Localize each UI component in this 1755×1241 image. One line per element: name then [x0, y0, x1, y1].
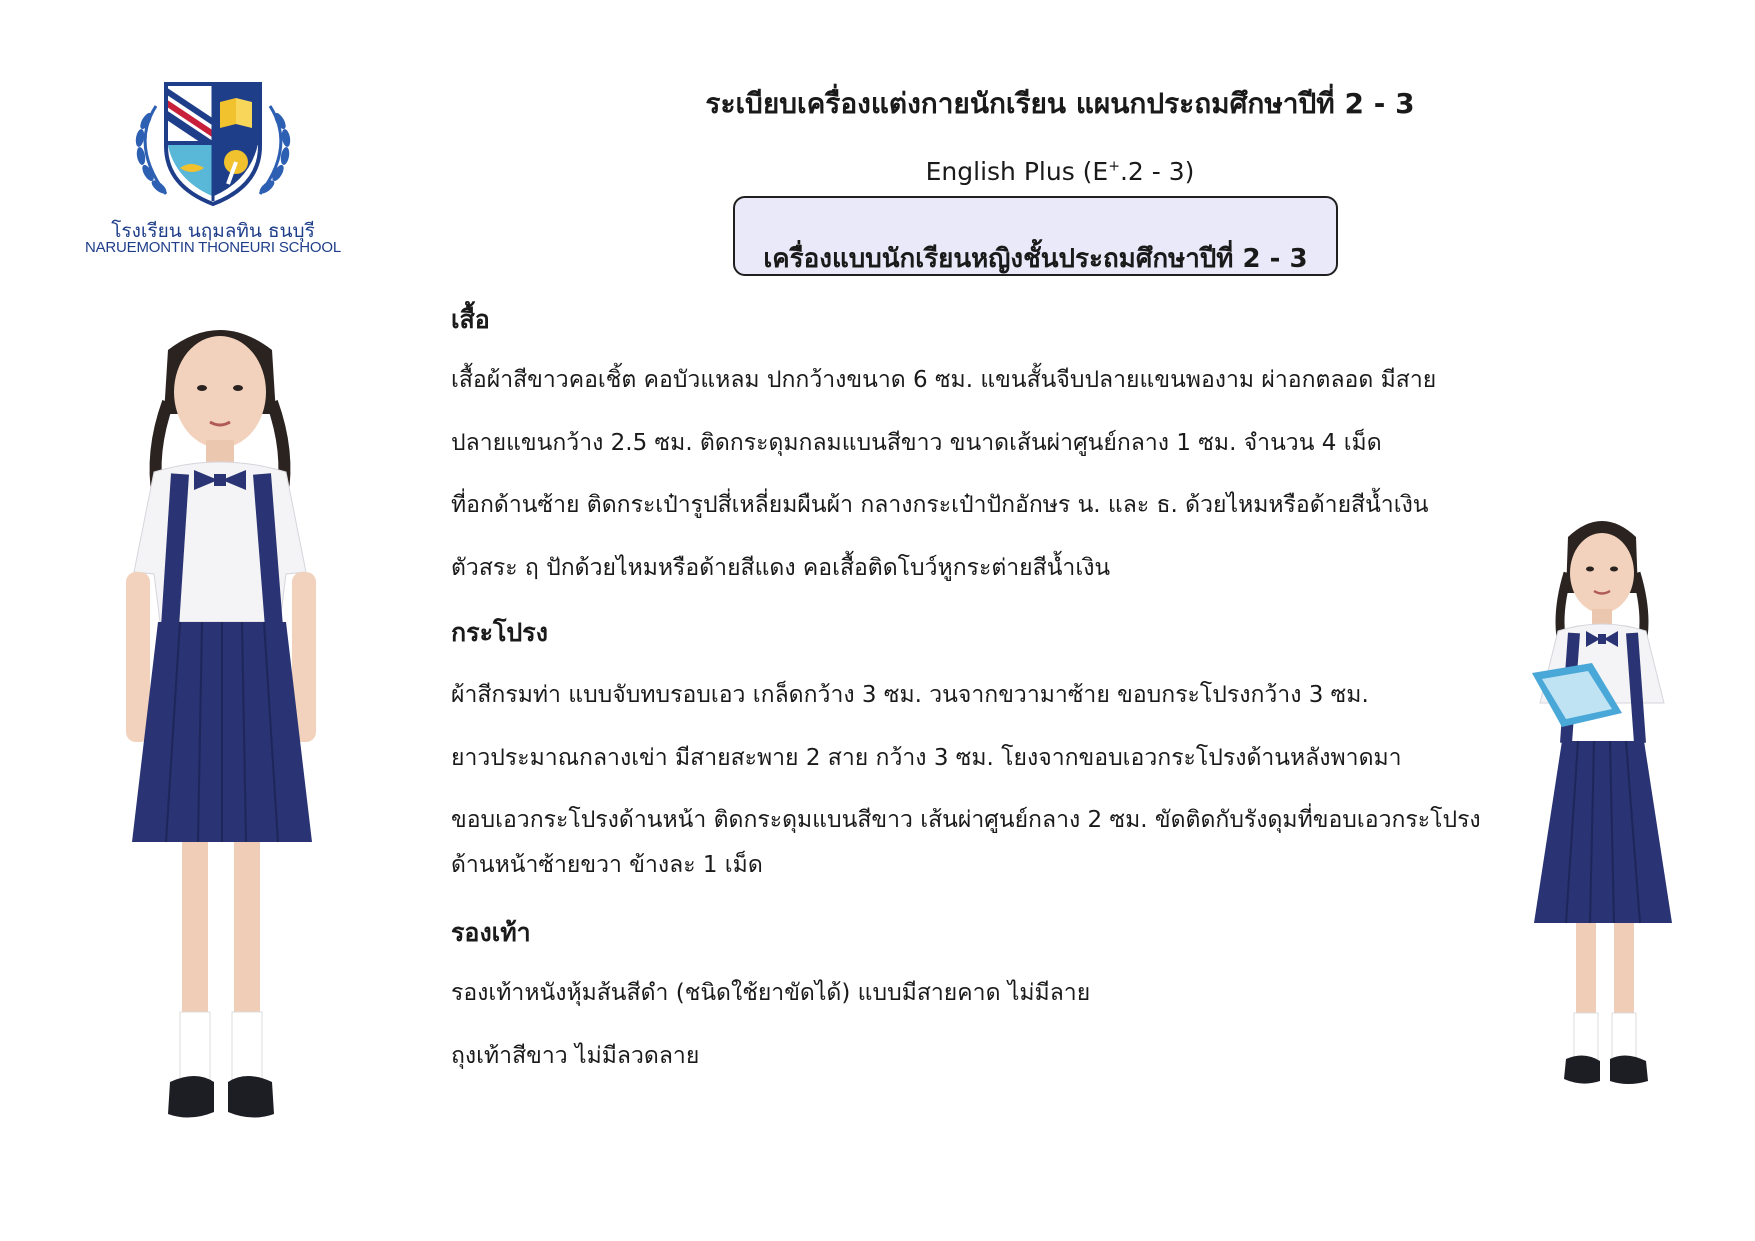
school-logo — [78, 76, 348, 256]
skirt-line: ด้านหน้าซ้ายขวา ข้างละ 1 เม็ด — [451, 852, 763, 878]
shoes-heading: รองเท้า — [451, 918, 531, 947]
school-name-thai: โรงเรียน นฤมลทิน ธนบุรี — [111, 220, 315, 242]
shirt-heading: เสื้อ — [451, 305, 490, 334]
shirt-line: ที่อกด้านซ้าย ติดกระเป๋ารูปสี่เหลี่ยมผืนผ้า กลางกระเป๋าปักอักษร น. และ ธ. ด้วยไหมหรือด้ายสีน้ำเงิน — [451, 492, 1429, 518]
skirt-line: ผ้าสีกรมท่า แบบจับทบรอบเอว เกล็ดกว้าง 3 ซม. วนจากขวามาซ้าย ขอบกระโปรงกว้าง 3 ซม. — [451, 682, 1369, 708]
shoes-line: รองเท้าหนังหุ้มส้นสีดำ (ชนิดใช้ยาขัดได้) แบบมีสายคาด ไม่มีลาย — [451, 980, 1091, 1006]
program-suffix: .2 - 3) — [1119, 157, 1195, 186]
skirt-line: ยาวประมาณกลางเข่า มีสายสะพาย 2 สาย กว้าง 3 ซม. โยงจากขอบเอวกระโปรงด้านหลังพาดมา — [451, 745, 1402, 771]
shirt-line: ปลายแขนกว้าง 2.5 ซม. ติดกระดุมกลมแบนสีขาว ขนาดเส้นผ่าศูนย์กลาง 1 ซม. จำนวน 4 เม็ด — [451, 430, 1382, 456]
page-title: ระเบียบเครื่องแต่งกายนักเรียน แผนกประถมศึกษาปีที่ 2 - 3 — [705, 87, 1415, 120]
student-photo-side — [1522, 513, 1682, 1103]
shirt-line: ตัวสระ ฤ ปักด้วยไหมหรือด้ายสีแดง คอเสื้อติดโบว์หูกระต่ายสีน้ำเงิน — [451, 555, 1111, 581]
program-prefix: English Plus (E — [925, 157, 1109, 186]
uniform-box-text: เครื่องแบบนักเรียนหญิงชั้นประถมศึกษาปีที่ 2 - 3 — [763, 244, 1308, 274]
school-crest-icon — [116, 76, 310, 216]
uniform-box-title — [733, 196, 1338, 276]
shoes-line: ถุงเท้าสีขาว ไม่มีลวดลาย — [451, 1043, 700, 1069]
skirt-line: ขอบเอวกระโปรงด้านหน้า ติดกระดุมแบนสีขาว เส้นผ่าศูนย์กลาง 2 ซม. ขัดติดกับรังดุมที่ขอบเอวกระโปรง — [451, 807, 1481, 833]
program-sup: + — [1108, 158, 1120, 175]
school-name-english: NARUEMONTIN THONEURI SCHOOL — [84, 239, 341, 256]
shirt-line: เสื้อผ้าสีขาวคอเชิ้ต คอบัวแหลม ปกกว้างขนาด 6 ซม. แขนสั้นจีบปลายแขนพองาม ผ่าอกตลอด มีสาย — [451, 367, 1437, 393]
student-photo-front — [110, 322, 340, 1127]
program-label — [560, 157, 1560, 186]
skirt-heading: กระโปรง — [451, 618, 548, 647]
